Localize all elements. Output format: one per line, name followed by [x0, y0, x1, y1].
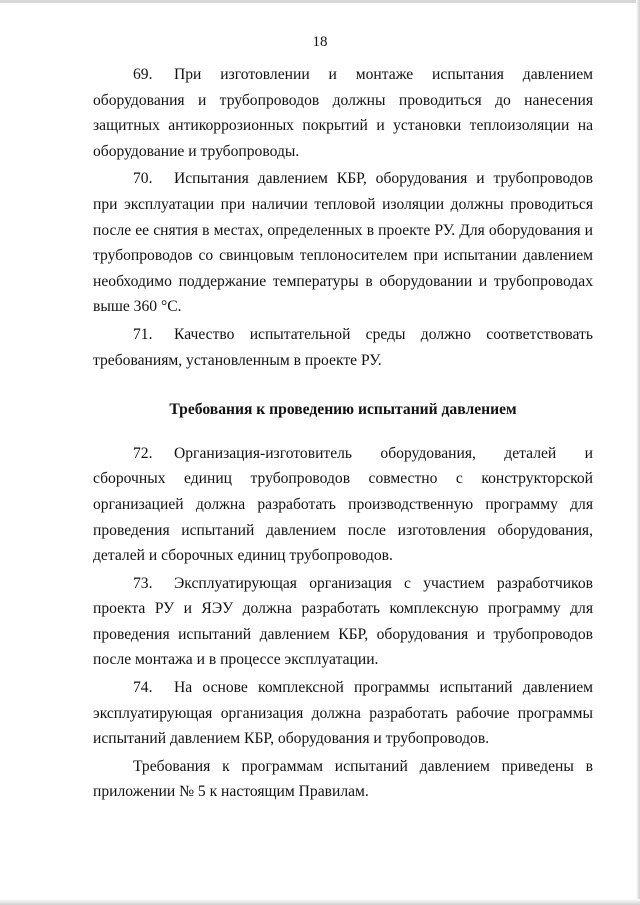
- paragraph-text: Качество испытательной среды должно соответствовать требованиям, установленным в проекте РУ.: [93, 325, 593, 369]
- paragraph-number: 69.: [133, 66, 153, 83]
- paragraph-70: [93, 166, 593, 320]
- paragraph-73: [93, 571, 593, 673]
- paragraph-number: 70.: [133, 170, 153, 188]
- scan-edge-right: [636, 0, 640, 905]
- paragraph-69: [93, 62, 593, 164]
- closing-paragraph: Требования к программам испытаний давлением приведены в приложении № 5 к настоящим Правилам.: [93, 757, 593, 801]
- document-body: [93, 62, 593, 805]
- scan-edge-top: [0, 0, 640, 3]
- paragraph-text: На основе комплексной программы испытаний давлением эксплуатирующая организация должна разработать рабочие программы испытаний давлением КБР, оборудования и трубопроводов.: [93, 679, 593, 748]
- paragraph-74: [93, 675, 593, 752]
- paragraph-number: 72.: [133, 444, 153, 462]
- paragraph-text: Организация-изготовитель оборудования, деталей и сборочных единиц трубопроводов совместно с конструкторской организацией должна разработать производственную программу для проведения испытаний давлением после изготовления оборудования, деталей и сборочных единиц трубопроводов.: [93, 444, 593, 565]
- paragraph-72: [93, 441, 593, 569]
- paragraph-71: [93, 322, 593, 373]
- scan-edge-bottom: [0, 899, 640, 905]
- paragraph-text: При изготовлении и монтаже испытания давлением оборудования и трубопроводов должны проводиться до нанесения защитных антикоррозионных покрытий и установки теплоизоляции на оборудование и трубопроводы.: [93, 66, 593, 160]
- paragraph-number: 73.: [133, 574, 153, 592]
- paragraph-number: 71.: [133, 325, 153, 343]
- section-heading: Требования к проведению испытаний давлением: [169, 401, 517, 419]
- paragraph-text: Эксплуатирующая организация с участием разработчиков проекта РУ и ЯЭУ должна разработать комплексную программу для проведения испытаний давлением КБР, оборудования и трубопроводов после монтажа и в процессе эксплуатации.: [93, 574, 593, 669]
- paragraph-number: 74.: [133, 679, 153, 697]
- page-number: 18: [312, 34, 328, 50]
- paragraph-text: Испытания давлением КБР, оборудования и трубопроводов при эксплуатации при наличии тепловой изоляции должны проводиться после ее снятия в местах, определенных в проекте РУ. Для оборудования и трубопроводов со свинцовым теплоносителем при испытании давлением необходимо поддержание температуры в оборудовании и трубопроводах выше 360 °С.: [93, 170, 593, 316]
